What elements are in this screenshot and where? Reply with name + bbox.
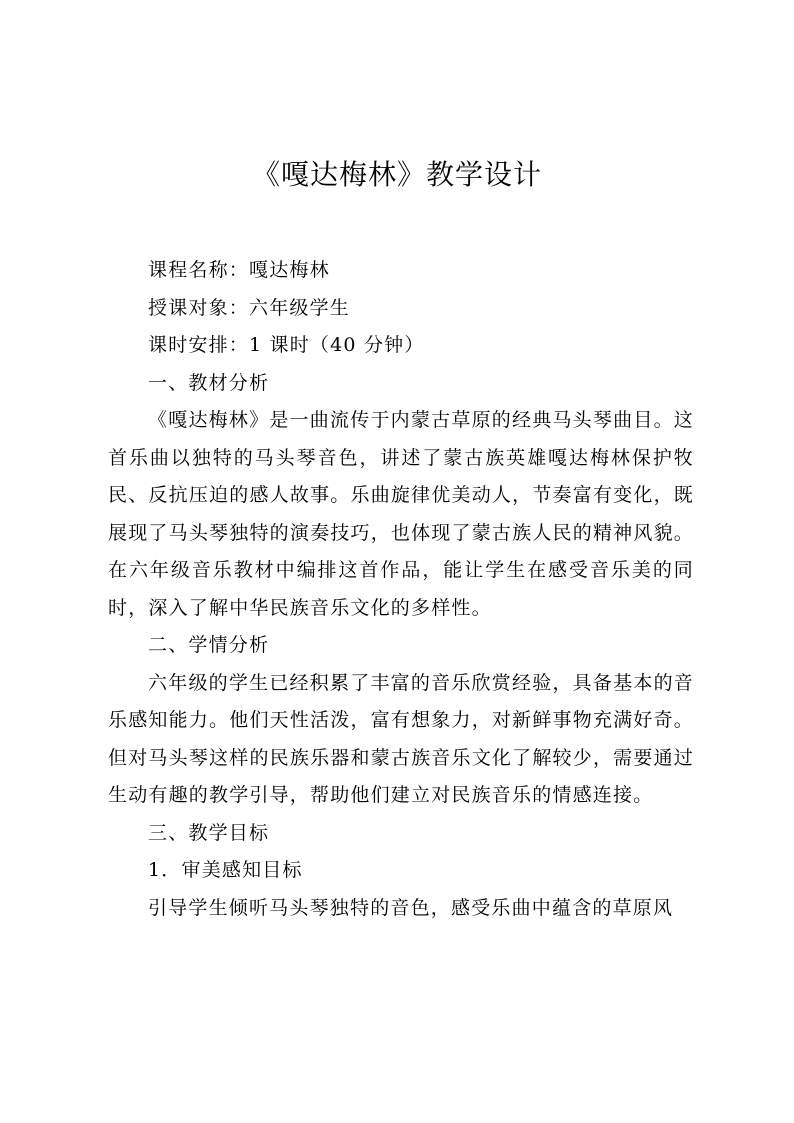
section-heading-teaching-goals: 三、教学目标 — [148, 821, 270, 844]
document-body — [108, 252, 694, 927]
section-heading-material-analysis: 一、教材分析 — [148, 371, 270, 394]
document-title: 《嘎达梅林》教学设计 — [251, 158, 542, 191]
sub-heading-aesthetic-goal: 1．审美感知目标 — [148, 859, 303, 881]
material-analysis-paragraph: 《嘎达梅林》是一曲流传于内蒙古草原的经典马头琴曲目。这首乐曲以独特的马头琴音色，讲述了蒙古族英雄嘎达梅林保护牧民、反抗压迫的感人故事。乐曲旋律优美动人，节奏富有变化，既展现了马头琴独特的演奏技巧，也体现了蒙古族人民的精神风貌。在六年级音乐教材中编排这首作品，能让学生在感受音乐美的同时，深入了解中华民族音乐文化的多样性。 — [108, 409, 694, 619]
course-name-line: 课程名称：嘎达梅林 — [148, 259, 330, 281]
audience-line: 授课对象：六年级学生 — [148, 296, 351, 319]
schedule-line: 课时安排：1 课时（40 分钟） — [148, 334, 425, 356]
section-heading-student-analysis: 二、学情分析 — [148, 634, 270, 656]
student-analysis-paragraph: 六年级的学生已经积累了丰富的音乐欣赏经验，具备基本的音乐感知能力。他们天性活泼，富有想象力，对新鲜事物充满好奇。但对马头琴这样的民族乐器和蒙古族音乐文化了解较少，需要通过生动有趣的教学引导，帮助他们建立对民族音乐的情感连接。 — [108, 671, 694, 806]
teaching-goals-paragraph: 引导学生倾听马头琴独特的音色，感受乐曲中蕴含的草原风 — [148, 896, 674, 919]
